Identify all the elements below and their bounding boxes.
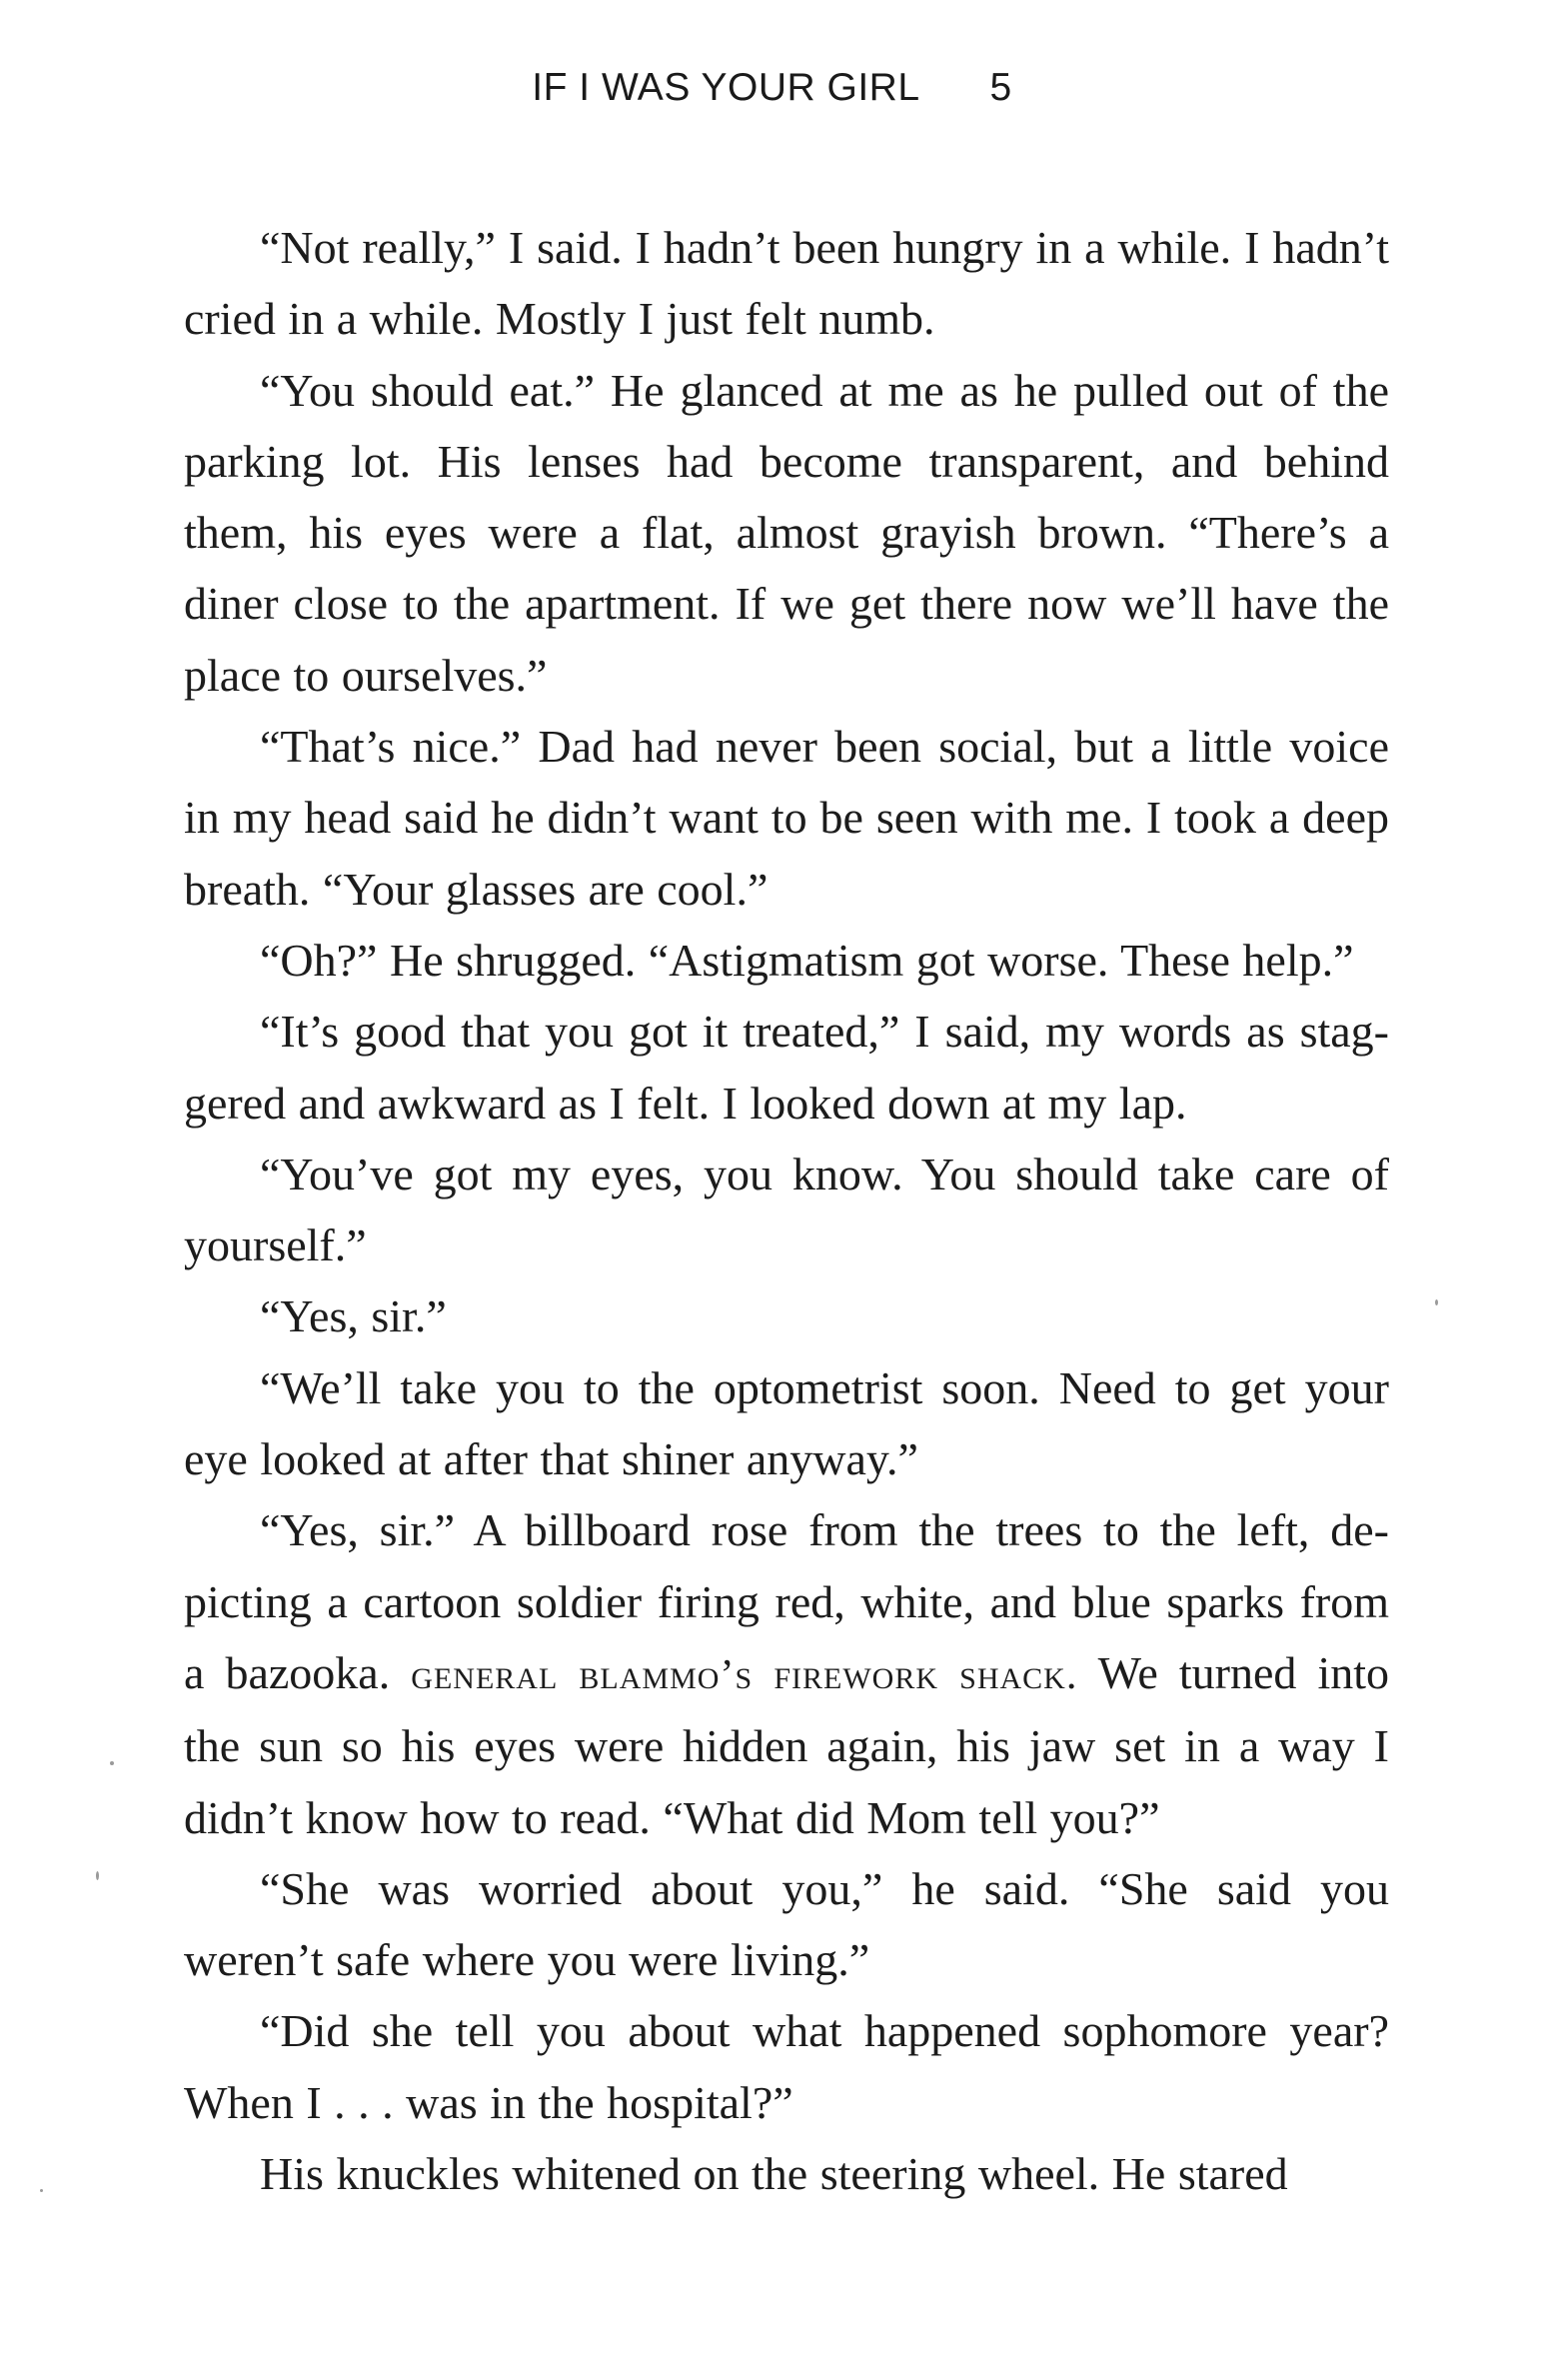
paragraph-text: “Yes, sir.” A billboard rose from the trees to the left, depicting a cartoon soldier firing red, white, and blue sparks from a bazooka.	[184, 1504, 1389, 1698]
scan-speck	[1435, 1299, 1438, 1305]
paragraph: “It’s good that you got it treated,” I said, my words as staggered and awkward as I felt. I looked down at my lap.	[184, 1006, 1389, 1129]
paragraph: “You’ve got my eyes, you know. You should take care of yourself.”	[184, 1148, 1389, 1271]
paragraph: “Yes, sir.”	[260, 1290, 447, 1342]
page-number: 5	[989, 66, 1012, 109]
book-title: IF I WAS YOUR GIRL	[532, 66, 920, 109]
paragraph: “That’s nice.” Dad had never been social, but a little voice in my head said he didn’t want to be seen with me. I took a deep breath. “Your glasses are cool.”	[184, 721, 1389, 915]
scan-speck	[96, 1871, 99, 1880]
paragraph	[184, 1494, 1389, 1852]
scan-speck	[110, 1761, 114, 1765]
paragraph: “Not really,” I said. I hadn’t been hungry in a while. I hadn’t cried in a while. Mostly I just felt numb.	[184, 222, 1389, 345]
body-text	[184, 212, 1389, 2209]
paragraph: “Did she tell you about what happened sophomore year? When I . . . was in the hospital?”	[184, 2005, 1389, 2128]
paragraph: “You should eat.” He glanced at me as he pulled out of the parking lot. His lenses had become transparent, and behind them, his eyes were a flat, almost grayish brown. “There’s a diner close to the apartment. If we get there now we’ll have the place to ourselves.”	[184, 364, 1389, 701]
paragraph: “Oh?” He shrugged. “Astigmatism got worse. These help.”	[260, 934, 1354, 986]
paragraph: “We’ll take you to the optometrist soon. Need to get your eye looked at after that shiner anyway.”	[184, 1361, 1389, 1485]
scan-speck	[40, 2189, 43, 2192]
running-header	[0, 66, 1544, 110]
paragraph-text: We turned into the sun so his eyes were hidden again, his jaw set in a way I didn’t know how to read. “What did Mom tell you?”	[184, 1646, 1389, 1843]
paragraph: “She was worried about you,” he said. “She said you weren’t safe where you were living.”	[184, 1862, 1389, 1986]
paragraph: His knuckles whitened on the steering wheel. He stared	[260, 2148, 1288, 2200]
billboard-sign-text: general blammo’s firework shack.	[411, 1650, 1078, 1698]
